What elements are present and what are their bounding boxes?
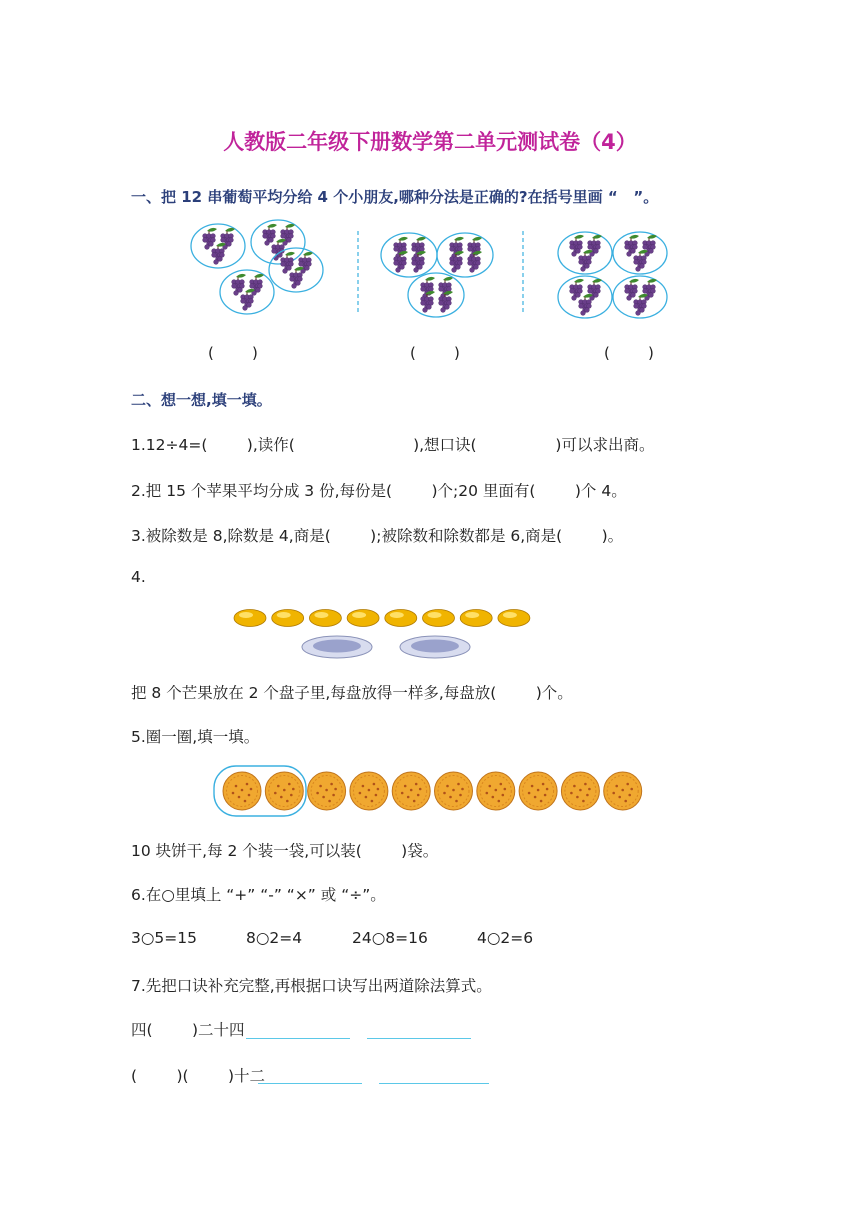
question-6-label: 6.在○里填上 “+” “-” “×” 或 “÷”。 (131, 886, 386, 904)
grape-bunch-icon (588, 279, 602, 301)
grape-bunch-icon (250, 274, 264, 296)
mango-icon (385, 610, 417, 627)
answer-underline[interactable] (246, 1038, 350, 1039)
grouping-circle (437, 233, 493, 277)
answer-blank-1[interactable]: ( ) (208, 344, 258, 362)
grape-bunch-icon (394, 237, 408, 259)
answer-underline[interactable] (367, 1038, 471, 1039)
grape-bunch-icon (421, 291, 435, 313)
grape-bunch-icon (439, 291, 453, 313)
cookie-icon (308, 772, 346, 810)
mango-icon (347, 610, 379, 627)
cookie-icon (519, 772, 557, 810)
equation-1: 3○5=15 (131, 929, 197, 947)
cookie-icon (265, 772, 303, 810)
grape-bunch-icon (450, 251, 464, 273)
grape-bunch-icon (421, 277, 435, 299)
grape-bunch-icon (588, 235, 602, 257)
mnemonic-line-1: 四( )二十四 (131, 1021, 245, 1039)
grape-bunch-icon (625, 235, 639, 257)
grape-groups-figure (0, 225, 860, 345)
mango-icon (272, 610, 304, 627)
equation-4: 4○2=6 (477, 929, 534, 947)
grape-bunch-icon (412, 251, 426, 273)
plate-icon (400, 636, 470, 658)
grape-bunch-icon (394, 251, 408, 273)
mango-plates-figure (0, 600, 860, 660)
cookie-icon (350, 772, 388, 810)
grape-bunch-icon (232, 274, 246, 296)
question-2: 2.把 15 个苹果平均分成 3 份,每份是( )个;20 里面有( )个 4。 (131, 482, 627, 500)
mango-icon (309, 610, 341, 627)
page-title: 人教版二年级下册数学第二单元测试卷（4） (223, 130, 637, 154)
grape-bunch-icon (570, 235, 584, 257)
cookie-icon (561, 772, 599, 810)
section-2-heading: 二、想一想,填一填。 (131, 391, 272, 409)
grape-bunch-icon (281, 224, 295, 246)
grape-bunch-icon (643, 279, 657, 301)
grape-bunch-icon (570, 279, 584, 301)
answer-underline[interactable] (379, 1083, 489, 1084)
question-5-label: 5.圈一圈,填一填。 (131, 728, 260, 746)
grape-bunch-icon (221, 228, 235, 250)
grape-bunch-icon (203, 228, 217, 250)
cookie-icon (435, 772, 473, 810)
cookies-figure (0, 764, 860, 820)
grape-bunch-icon (281, 252, 295, 274)
mnemonic-line-2: ( )( )十二 (131, 1067, 266, 1085)
section-1-heading: 一、把 12 串葡萄平均分给 4 个小朋友,哪种分法是正确的?在括号里画 “ ”。 (131, 188, 659, 206)
grape-bunch-icon (450, 237, 464, 259)
mango-icon (460, 610, 492, 627)
grape-bunch-icon (439, 277, 453, 299)
answer-blank-2[interactable]: ( ) (410, 344, 460, 362)
answer-blank-3[interactable]: ( ) (604, 344, 654, 362)
question-1: 1.12÷4=( ),读作( ),想口诀( )可以求出商。 (131, 436, 655, 454)
cookie-icon (477, 772, 515, 810)
grape-bunch-icon (468, 237, 482, 259)
question-4-text: 把 8 个芒果放在 2 个盘子里,每盘放得一样多,每盘放( )个。 (131, 684, 573, 702)
equation-3: 24○8=16 (352, 929, 428, 947)
mango-icon (498, 610, 530, 627)
grape-bunch-icon (263, 224, 277, 246)
plate-icon (302, 636, 372, 658)
grape-bunch-icon (299, 252, 313, 274)
question-4-label: 4. (131, 568, 146, 586)
mango-icon (234, 610, 266, 627)
grouping-circle (408, 273, 464, 317)
grouping-circle (381, 233, 437, 277)
grape-bunch-icon (468, 251, 482, 273)
cookie-icon (223, 772, 261, 810)
cookie-icon (392, 772, 430, 810)
grape-bunch-icon (412, 237, 426, 259)
grape-bunch-icon (643, 235, 657, 257)
cookie-icon (604, 772, 642, 810)
equation-2: 8○2=4 (246, 929, 303, 947)
mango-icon (423, 610, 455, 627)
question-7-label: 7.先把口诀补充完整,再根据口诀写出两道除法算式。 (131, 977, 492, 995)
question-3: 3.被除数是 8,除数是 4,商是( );被除数和除数都是 6,商是( )。 (131, 527, 624, 545)
answer-underline[interactable] (258, 1083, 362, 1084)
grape-bunch-icon (625, 279, 639, 301)
question-5-text: 10 块饼干,每 2 个装一袋,可以装( )袋。 (131, 842, 439, 860)
